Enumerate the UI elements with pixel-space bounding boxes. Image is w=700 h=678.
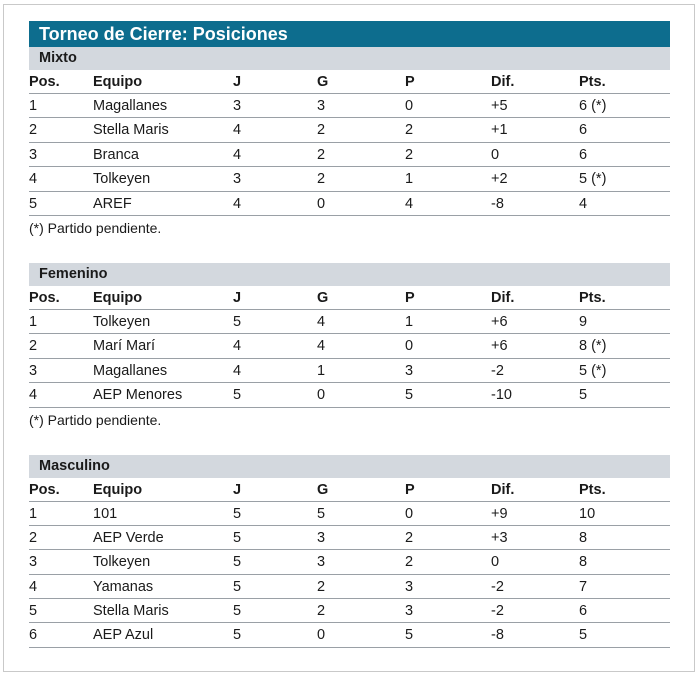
- table-row: [29, 310, 670, 334]
- column-header-won: G: [317, 74, 329, 90]
- points-cell: 7: [579, 578, 588, 595]
- lost-cell: 2: [405, 554, 414, 571]
- points-cell: 5 (*): [579, 171, 607, 188]
- table-header-row: [29, 286, 670, 310]
- column-header-played: J: [233, 289, 242, 306]
- won-cell: 3: [317, 529, 326, 546]
- won-cell: 4: [317, 313, 326, 330]
- played-cell: 3: [233, 171, 242, 188]
- points-cell: 5: [579, 387, 588, 404]
- column-header-diff: Dif.: [491, 289, 515, 306]
- pos-cell: 3: [29, 554, 38, 571]
- won-cell: 3: [317, 554, 326, 571]
- table-row: [29, 550, 670, 574]
- section-spacer: [29, 432, 670, 455]
- team-cell: Tolkeyen: [93, 171, 151, 188]
- diff-cell: -2: [491, 603, 504, 620]
- pos-cell: 4: [29, 578, 38, 595]
- diff-cell: -2: [491, 362, 504, 379]
- lost-cell: 1: [405, 313, 414, 330]
- won-cell: 1: [317, 362, 326, 379]
- diff-cell: -8: [491, 195, 504, 212]
- diff-cell: -2: [491, 578, 504, 595]
- lost-cell: 2: [405, 529, 414, 546]
- column-header-diff: Dif.: [491, 481, 515, 498]
- played-cell: 5: [233, 603, 242, 620]
- team-cell: AEP Menores: [93, 387, 183, 404]
- team-cell: Stella Maris: [93, 122, 169, 139]
- pos-cell: 2: [29, 529, 38, 546]
- played-cell: 5: [233, 313, 242, 330]
- played-cell: 5: [233, 505, 242, 522]
- column-header-team: Equipo: [93, 481, 143, 498]
- lost-cell: 1: [405, 171, 414, 188]
- won-cell: 2: [317, 171, 326, 188]
- points-cell: 8 (*): [579, 338, 607, 355]
- team-cell: Tolkeyen: [93, 313, 151, 330]
- diff-cell: +2: [491, 171, 508, 188]
- points-cell: 10: [579, 505, 596, 522]
- won-cell: 0: [317, 195, 326, 212]
- played-cell: 5: [233, 554, 242, 571]
- points-cell: 8: [579, 554, 588, 571]
- table-row: [29, 575, 670, 599]
- won-cell: 2: [317, 146, 326, 163]
- points-cell: 5: [579, 627, 588, 644]
- table-row: [29, 192, 670, 216]
- table-row: [29, 167, 670, 191]
- points-cell: 6: [579, 146, 588, 163]
- played-cell: 4: [233, 122, 242, 139]
- points-cell: 9: [579, 313, 588, 330]
- column-header-won: G: [317, 289, 329, 306]
- pos-cell: 1: [29, 505, 38, 522]
- footnote: (*) Partido pendiente.: [29, 219, 162, 236]
- diff-cell: 0: [491, 554, 500, 571]
- played-cell: 3: [233, 98, 242, 114]
- footnote: (*) Partido pendiente.: [29, 411, 162, 428]
- pos-cell: 1: [29, 98, 38, 114]
- lost-cell: 4: [405, 195, 414, 212]
- won-cell: 2: [317, 578, 326, 595]
- won-cell: 4: [317, 338, 326, 355]
- section-header: Femenino: [29, 263, 670, 286]
- team-cell: Tolkeyen: [93, 554, 151, 571]
- sections-container: [29, 47, 670, 648]
- pos-cell: 2: [29, 338, 38, 355]
- column-header-played: J: [233, 481, 242, 498]
- team-cell: Magallanes: [93, 362, 168, 379]
- diff-cell: +6: [491, 338, 508, 355]
- column-header-team: Equipo: [93, 289, 143, 306]
- table-header-row: [29, 478, 670, 502]
- pos-cell: 5: [29, 603, 38, 620]
- column-header-lost: P: [405, 481, 415, 498]
- lost-cell: 5: [405, 387, 414, 404]
- played-cell: 5: [233, 529, 242, 546]
- team-cell: Stella Maris: [93, 603, 169, 620]
- lost-cell: 0: [405, 98, 414, 114]
- lost-cell: 3: [405, 578, 414, 595]
- won-cell: 5: [317, 505, 326, 522]
- table-row: [29, 94, 670, 118]
- team-cell: Yamanas: [93, 578, 154, 595]
- table-row: [29, 599, 670, 623]
- points-cell: 6 (*): [579, 98, 607, 114]
- team-cell: AREF: [93, 195, 132, 212]
- standings-panel: [29, 21, 670, 648]
- pos-cell: 3: [29, 362, 38, 379]
- column-header-diff: Dif.: [491, 74, 515, 90]
- column-header-pos: Pos.: [29, 481, 60, 498]
- lost-cell: 5: [405, 627, 414, 644]
- column-header-played: J: [233, 74, 242, 90]
- column-header-lost: P: [405, 289, 415, 306]
- played-cell: 4: [233, 146, 242, 163]
- points-cell: 5 (*): [579, 362, 607, 379]
- team-cell: 101: [93, 505, 118, 522]
- column-header-points: Pts.: [579, 289, 606, 306]
- diff-cell: +1: [491, 122, 508, 139]
- played-cell: 5: [233, 387, 242, 404]
- team-cell: AEP Azul: [93, 627, 154, 644]
- team-cell: Branca: [93, 146, 139, 163]
- table-row: [29, 502, 670, 526]
- pos-cell: 6: [29, 627, 38, 644]
- column-header-team: Equipo: [93, 74, 143, 90]
- table-header-row: [29, 70, 670, 94]
- team-cell: Magallanes: [93, 98, 168, 114]
- column-header-points: Pts.: [579, 74, 606, 90]
- points-cell: 6: [579, 122, 588, 139]
- table-row: [29, 623, 670, 647]
- won-cell: 3: [317, 98, 326, 114]
- column-header-lost: P: [405, 74, 415, 90]
- points-cell: 4: [579, 195, 588, 212]
- played-cell: 4: [233, 362, 242, 379]
- lost-cell: 0: [405, 338, 414, 355]
- column-header-points: Pts.: [579, 481, 606, 498]
- played-cell: 5: [233, 578, 242, 595]
- table-row: [29, 143, 670, 167]
- lost-cell: 3: [405, 603, 414, 620]
- points-cell: 6: [579, 603, 588, 620]
- diff-cell: +9: [491, 505, 508, 522]
- column-header-pos: Pos.: [29, 74, 60, 90]
- pos-cell: 1: [29, 313, 38, 330]
- played-cell: 4: [233, 338, 242, 355]
- diff-cell: +3: [491, 529, 508, 546]
- table-row: [29, 526, 670, 550]
- lost-cell: 2: [405, 122, 414, 139]
- page-title: Torneo de Cierre: Posiciones: [29, 21, 670, 47]
- table-row: [29, 334, 670, 358]
- won-cell: 0: [317, 627, 326, 644]
- lost-cell: 0: [405, 505, 414, 522]
- lost-cell: 2: [405, 146, 414, 163]
- column-header-won: G: [317, 481, 329, 498]
- pos-cell: 4: [29, 171, 38, 188]
- diff-cell: +5: [491, 98, 508, 114]
- pos-cell: 2: [29, 122, 38, 139]
- column-header-pos: Pos.: [29, 289, 60, 306]
- played-cell: 4: [233, 195, 242, 212]
- table-row: [29, 383, 670, 407]
- diff-cell: -10: [491, 387, 512, 404]
- pos-cell: 3: [29, 146, 38, 163]
- played-cell: 5: [233, 627, 242, 644]
- team-cell: AEP Verde: [93, 529, 164, 546]
- diff-cell: 0: [491, 146, 500, 163]
- team-cell: Marí Marí: [93, 338, 156, 355]
- section-header: Masculino: [29, 455, 670, 478]
- won-cell: 2: [317, 603, 326, 620]
- points-cell: 8: [579, 529, 588, 546]
- section-header: Mixto: [29, 47, 670, 70]
- lost-cell: 3: [405, 362, 414, 379]
- section-spacer: [29, 240, 670, 263]
- won-cell: 0: [317, 387, 326, 404]
- won-cell: 2: [317, 122, 326, 139]
- diff-cell: +6: [491, 313, 508, 330]
- diff-cell: -8: [491, 627, 504, 644]
- table-row: [29, 359, 670, 383]
- table-row: [29, 118, 670, 142]
- pos-cell: 4: [29, 387, 38, 404]
- pos-cell: 5: [29, 195, 38, 212]
